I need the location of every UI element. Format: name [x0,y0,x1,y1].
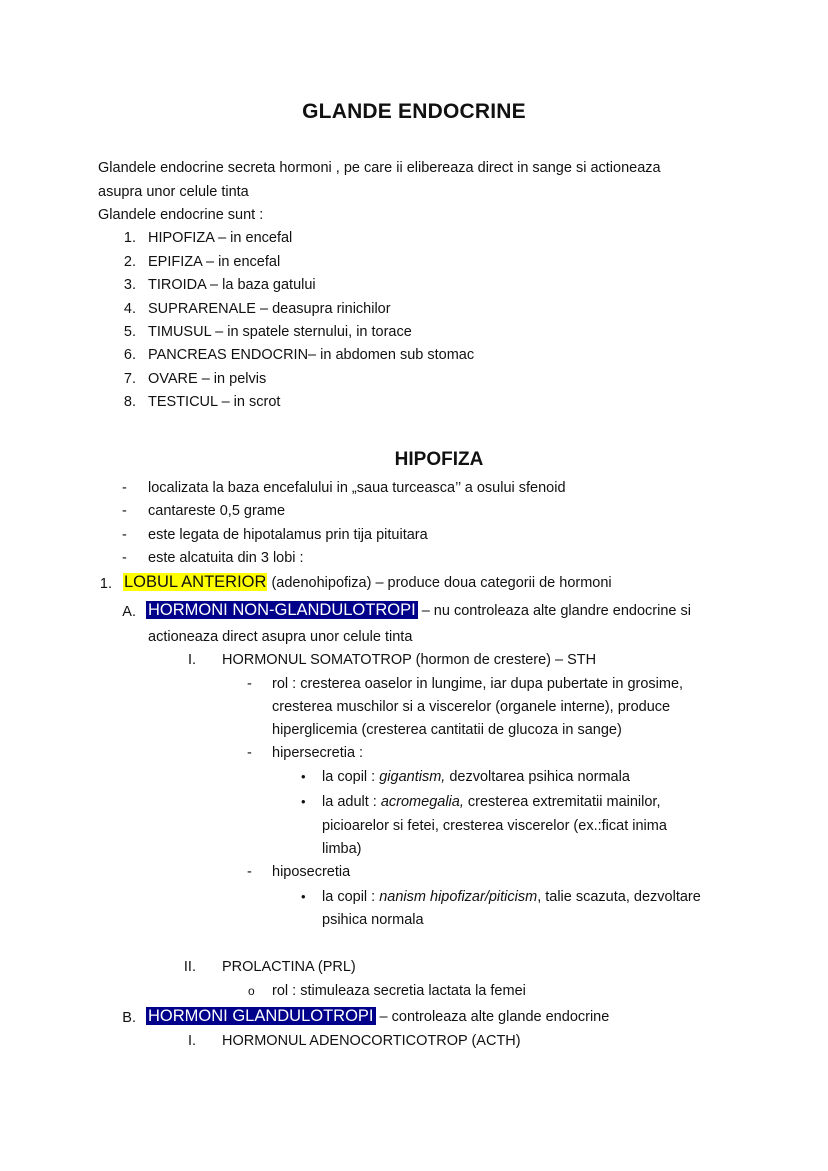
intro-line-3: Glandele endocrine sunt : [98,207,264,223]
dash-marker: - [122,527,127,543]
dash-marker: - [122,550,127,566]
intro-line-2: asupra unor celule tinta [98,184,249,200]
gland-num: 3. [123,277,136,293]
bullet-marker: • [301,769,306,784]
hiper-copil-post: dezvoltarea psihica normala [445,769,630,785]
gland-item: TESTICUL – in scrot [148,394,281,410]
hiper-adult-line-3: limba) [322,841,362,857]
sth-rol-line-1: rol : cresterea oaselor in lungime, iar dupa pubertate in grosime, [272,676,684,692]
gland-item: EPIFIZA – in encefal [148,254,281,270]
group-a-desc: – nu controleaza alte glandre endocrine si [417,603,691,619]
group-letter: A. [122,604,136,620]
bullet-marker: • [301,794,306,809]
lobe-num: 1. [99,576,112,592]
lobe-anterior-desc: (adenohipofiza) – produce doua categorii de hormoni [267,575,612,591]
dash-marker: - [247,676,252,692]
prl-title: PROLACTINA (PRL) [222,959,356,975]
hiper-copil-term: gigantism, [379,769,446,785]
sth-rol-line-2: cresterea muschilor si a viscerelor (organele interne), produce [272,699,671,715]
dash-marker: - [247,745,252,761]
hipo-copil-line-2: psihica normala [322,912,424,928]
gland-num: 5. [123,324,136,340]
circle-bullet-marker: o [248,984,255,998]
hiposecretia-label: hiposecretia [272,864,351,880]
roman-num: I. [187,652,196,668]
roman-num: I. [187,1033,196,1049]
highlight-lobul-anterior: LOBUL ANTERIOR [124,573,267,591]
bullet-marker: • [301,889,306,904]
hipo-copil [322,887,701,907]
hipo-copil-term: nanism hipofizar/piticism [379,889,538,905]
gland-num: 8. [123,394,136,410]
highlight-non-glandulotropi: HORMONI NON-GLANDULOTROPI [148,601,416,619]
roman-num: II. [183,959,196,975]
document-title: GLANDE ENDOCRINE [302,100,526,123]
hiper-adult-term: acromegalia, [380,794,464,810]
acth-title: HORMONUL ADENOCORTICOTROP (ACTH) [222,1033,521,1049]
gland-num: 1. [123,230,136,246]
gland-item: SUPRARENALE – deasupra rinichilor [148,301,391,317]
group-letter: B. [122,1010,136,1026]
highlight-glandulotropi: HORMONI GLANDULOTROPI [148,1007,374,1025]
hiper-copil [322,767,630,787]
intro-line-1: Glandele endocrine secreta hormoni , pe care ii elibereaza direct in sange si actioneaza [98,160,661,176]
lobe-anterior-line [123,572,612,593]
gland-num: 7. [123,371,136,387]
gland-item: TIROIDA – la baza gatului [148,277,316,293]
gland-num: 2. [123,254,136,270]
sth-rol-line-3: hiperglicemia (cresterea cantitatii de glucoza in sange) [272,722,622,738]
section-heading-hipofiza: HIPOFIZA [394,449,484,470]
hiper-adult [322,792,660,812]
prl-rol: rol : stimuleaza secretia lactata la femei [272,983,526,999]
gland-item: TIMUSUL – in spatele sternului, in torace [148,324,412,340]
group-b-desc: – controleaza alte glande endocrine [375,1009,610,1025]
gland-item: PANCREAS ENDOCRIN– in abdomen sub stomac [148,347,475,363]
fact-item: este legata de hipotalamus prin tija pituitara [148,527,428,543]
gland-num: 6. [123,347,136,363]
dash-marker: - [122,503,127,519]
group-b-line [146,1006,609,1027]
dash-marker: - [122,480,127,496]
gland-item: HIPOFIZA – in encefal [148,230,293,246]
fact-item: cantareste 0,5 grame [148,503,286,519]
hiper-adult-pre: la adult : [322,794,381,810]
fact-item: localizata la baza encefalului in „saua turceasca’’ a osului sfenoid [148,480,566,496]
fact-item: este alcatuita din 3 lobi : [148,550,304,566]
group-a-line-2: actioneaza direct asupra unor celule tinta [148,629,413,645]
hipersecretia-label: hipersecretia : [272,745,364,761]
gland-num: 4. [123,301,136,317]
group-a-line [146,600,691,621]
gland-item: OVARE – in pelvis [148,371,267,387]
dash-marker: - [247,864,252,880]
sth-title: HORMONUL SOMATOTROP (hormon de crestere) – STH [222,652,597,668]
hiper-copil-pre: la copil : [322,769,380,785]
hiper-adult-post: cresterea extremitatii mainilor, [463,794,661,810]
hiper-adult-line-2: picioarelor si fetei, cresterea viscerelor (ex.:ficat inima [322,818,667,834]
hipo-copil-post: , talie scazuta, dezvoltare [537,889,701,905]
hipo-copil-pre: la copil : [322,889,380,905]
